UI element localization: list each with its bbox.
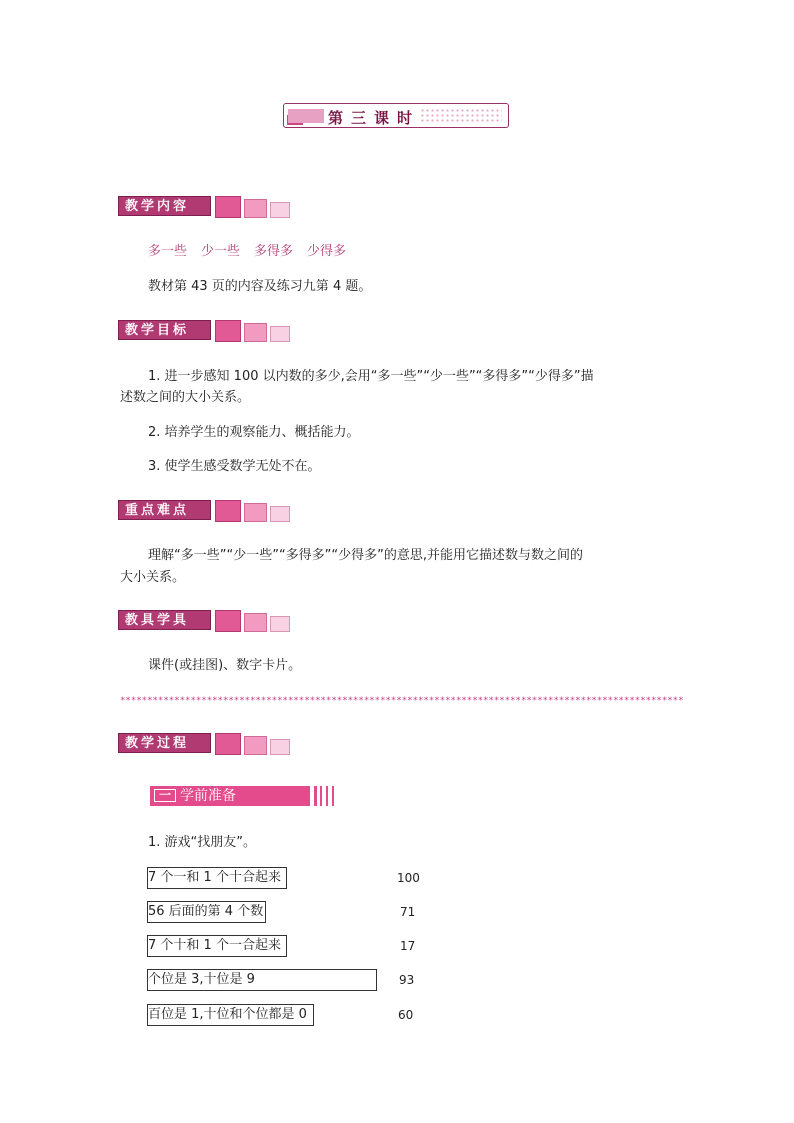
decor-square <box>215 320 241 342</box>
keyword: 多得多 <box>254 244 294 259</box>
section-header-label: 教具学具 <box>118 610 211 630</box>
key-point-line: 理解“多一些”“少一些”“多得多”“少得多”的意思,并能用它描述数与数之间的 <box>148 548 584 563</box>
decor-square <box>270 202 290 218</box>
step-decor-bar <box>326 786 328 806</box>
decor-square <box>270 616 290 632</box>
decor-square <box>244 503 267 522</box>
goal-item-continued: 述数之间的大小关系。 <box>120 390 251 405</box>
clue-card: 7 个十和 1 个一合起来 <box>147 935 287 957</box>
step-decor-bar <box>320 786 322 806</box>
keyword-list <box>148 243 360 261</box>
step-decor-bar <box>314 786 317 806</box>
key-point-line: 大小关系。 <box>120 570 186 585</box>
lesson-title-banner <box>283 103 509 128</box>
clue-card: 56 后面的第 4 个数 <box>147 901 266 923</box>
clue-card: 百位是 1,十位和个位都是 0 <box>147 1004 314 1026</box>
decor-square <box>215 733 241 755</box>
game-title: 1. 游戏“找朋友”。 <box>148 835 257 850</box>
number-card: 71 <box>400 905 416 919</box>
lesson-title: 第三课时 <box>328 109 421 127</box>
content-line: 教材第 43 页的内容及练习九第 4 题。 <box>148 279 372 294</box>
decor-square <box>244 736 267 755</box>
star-separator: ******************************************************************************************************** <box>120 696 684 706</box>
step-decor-bar <box>332 786 334 806</box>
tools-line: 课件(或挂图)、数字卡片。 <box>148 658 302 673</box>
step-number: 一 <box>154 789 176 802</box>
decor-square <box>215 610 241 632</box>
decor-square <box>270 739 290 755</box>
section-header-label: 教学内容 <box>118 196 211 216</box>
number-card: 100 <box>397 871 420 885</box>
decor-square <box>244 323 267 342</box>
section-header-label: 重点难点 <box>118 500 211 520</box>
goal-item: 1. 进一步感知 100 以内数的多少,会用“多一些”“少一些”“多得多”“少得多”描 <box>148 369 594 384</box>
step-header <box>150 786 336 807</box>
number-card: 93 <box>399 973 415 987</box>
banner-dot-pattern <box>420 108 502 124</box>
keyword: 多一些 <box>148 244 188 259</box>
clue-card: 个位是 3,十位是 9 <box>147 969 377 991</box>
decor-square <box>270 326 290 342</box>
goal-item: 2. 培养学生的观察能力、概括能力。 <box>148 425 360 440</box>
decor-square <box>270 506 290 522</box>
keyword: 少得多 <box>307 244 347 259</box>
decor-square <box>215 196 241 218</box>
decor-square <box>244 613 267 632</box>
clue-card: 7 个一和 1 个十合起来 <box>147 867 287 889</box>
number-card: 17 <box>400 939 416 953</box>
section-header-label: 教学过程 <box>118 733 211 753</box>
number-card: 60 <box>398 1008 414 1022</box>
step-title: 学前准备 <box>180 788 236 804</box>
keyword: 少一些 <box>201 244 241 259</box>
decor-square <box>215 500 241 522</box>
goal-item: 3. 使学生感受数学无处不在。 <box>148 459 321 474</box>
section-header-label: 教学目标 <box>118 320 211 340</box>
banner-decoration <box>288 109 324 123</box>
decor-square <box>244 199 267 218</box>
